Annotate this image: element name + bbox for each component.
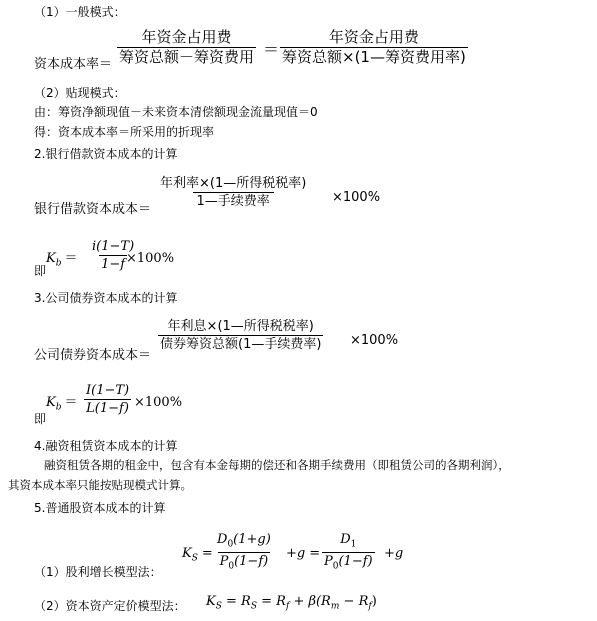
bond-percent: ×100% (350, 333, 399, 348)
lease-paragraph-line-2: 其资本成本率只能按贴现模式计算。 (8, 478, 192, 492)
bond-kb: $K_b$ ＝ (46, 395, 78, 413)
bond-formula-fraction (84, 384, 131, 415)
bond-fraction (158, 320, 323, 351)
dividend-growth-label: （1）股利增长模型法： (34, 565, 162, 579)
fraction-numerator: 年利率×(1—所得税税率) (160, 176, 307, 191)
dividend-growth-plus-g-2: +g (384, 546, 404, 561)
bank-loan-ji: 即 (34, 264, 47, 278)
bank-loan-percent: ×100% (332, 190, 381, 205)
fraction-denominator: 1—手续费率 (193, 192, 274, 208)
dividend-growth-fraction-1 (215, 533, 273, 571)
fraction-numerator: i(1−T) (92, 239, 135, 254)
fraction-denominator: $P_0(1-f)$ (324, 553, 373, 572)
discount-model-line-1: 由：筹资净额现值－未来资本清偿额现金流量现值＝0 (34, 105, 318, 119)
fraction-numerator: 年资金占用费 (141, 28, 232, 46)
fraction-numerator: $D_1$ (340, 532, 357, 550)
stock-heading: 5.普通股资本成本的计算 (34, 501, 166, 515)
dividend-growth-fraction-2 (322, 533, 375, 571)
general-fraction-2 (280, 30, 468, 65)
lease-paragraph-line-1: 融资租赁各期的租金中，包含有本金每期的偿还和各期手续费用（即租赁公司的各期利润）， (44, 458, 510, 472)
discount-model-label: （2）贴现模式： (34, 86, 126, 100)
bank-loan-heading: 2.银行借款资本成本的计算 (34, 147, 178, 161)
fraction-denominator: $P_0(1-f)$ (219, 553, 269, 572)
fraction-denominator: 1−f (101, 257, 126, 272)
bank-loan-formula-percent: ×100% (126, 251, 175, 266)
fraction-denominator: 筹资总额－筹资费用 (119, 48, 255, 66)
fraction-numerator: 年利息×(1—所得税税率) (167, 319, 314, 334)
fraction-denominator: L(1−f) (86, 401, 129, 416)
equals-sign: ＝ (263, 40, 280, 59)
dividend-growth-plus-g-1: +g = (286, 546, 321, 561)
fraction-numerator: 年资金占用费 (328, 28, 419, 46)
capm-label: （2）资本资产定价模型法： (34, 599, 186, 613)
general-model-lhs: 资本成本率＝ (34, 57, 113, 72)
bank-loan-kb: $K_b$ ＝ (46, 251, 78, 269)
bond-ji: 即 (34, 412, 47, 426)
dividend-growth-ks: $K_S$ = (182, 546, 213, 564)
fraction-denominator: 筹资总额×(1—筹资费用率) (282, 48, 466, 66)
lease-heading: 4.融资租赁资本成本的计算 (34, 439, 178, 453)
capm-formula: $K_S = R_S = R_f + \beta(R_m - R_f)$ (206, 594, 377, 612)
bond-lhs: 公司债券资本成本＝ (34, 348, 152, 363)
bank-loan-lhs: 银行借款资本成本＝ (34, 202, 152, 217)
bond-heading: 3.公司债券资本成本的计算 (34, 291, 178, 305)
fraction-numerator: $D_0(1+g)$ (217, 532, 271, 550)
fraction-denominator: 债券筹资总额(1—手续费率) (160, 337, 322, 352)
discount-model-line-2: 得：资本成本率＝所采用的折现率 (34, 125, 215, 139)
bank-loan-fraction (158, 177, 308, 208)
bond-formula-percent: ×100% (134, 395, 183, 410)
fraction-numerator: I(1−T) (86, 383, 130, 398)
general-fraction-1 (117, 30, 256, 65)
general-model-label: （1）一般模式： (34, 5, 126, 19)
